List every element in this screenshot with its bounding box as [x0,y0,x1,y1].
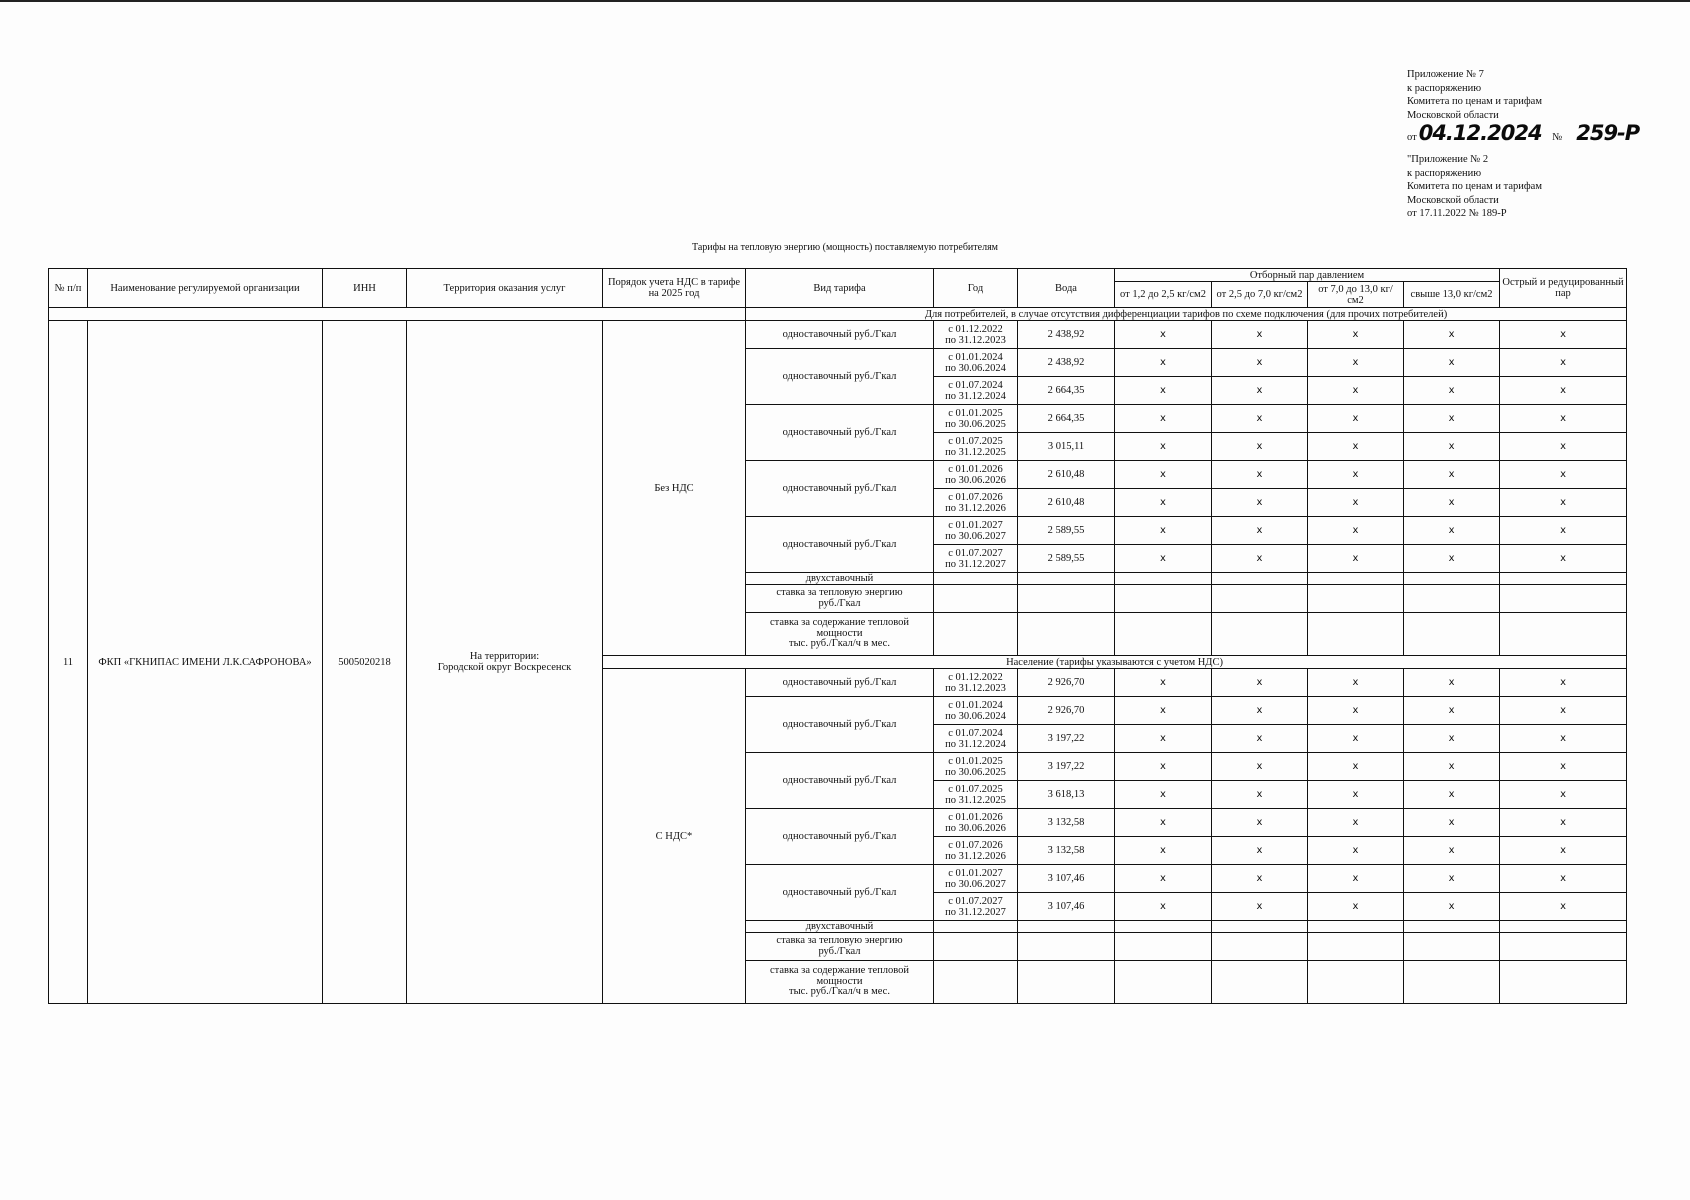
x-mark: x [1212,433,1308,461]
period-to: по 31.12.2024 [945,738,1006,750]
x-mark: x [1115,697,1212,725]
rate-label-line: тыс. руб./Гкал/ч в мес. [789,638,890,650]
tariff-type: одноставочный руб./Гкал [746,809,934,865]
x-mark: x [1115,461,1212,489]
x-mark: x [1404,461,1500,489]
water-value: 2 664,35 [1018,377,1115,405]
water-value: 3 618,13 [1018,781,1115,809]
stamp-date-line [1407,122,1677,144]
period-to: по 30.06.2027 [945,530,1006,542]
x-mark: x [1500,489,1627,517]
x-mark: x [1115,781,1212,809]
x-mark: x [1212,349,1308,377]
x-mark: x [1308,545,1404,573]
water-value: 2 438,92 [1018,321,1115,349]
x-mark: x [1500,321,1627,349]
x-mark: x [1404,489,1500,517]
tariff-type: одноставочный руб./Гкал [746,517,934,573]
period-from: с 01.07.2026 [948,839,1003,851]
x-mark: x [1115,433,1212,461]
water-value: 2 664,35 [1018,405,1115,433]
period [934,893,1018,921]
water-value: 2 610,48 [1018,489,1115,517]
period-from: с 01.07.2026 [948,491,1003,503]
x-mark: x [1308,405,1404,433]
period-to: по 31.12.2025 [945,446,1006,458]
stamp-line: от 17.11.2022 № 189-Р [1407,208,1507,219]
x-mark: x [1308,893,1404,921]
x-mark: x [1212,321,1308,349]
vat-mode: Без НДС [603,321,746,656]
page-top-edge [0,0,1690,2]
x-mark: x [1308,865,1404,893]
two-part-label: двухставочный [746,921,934,933]
header-vat: Порядок учета НДС в тарифе на 2025 год [603,269,746,308]
rate-label-line: руб./Гкал [818,945,861,957]
x-mark: x [1212,489,1308,517]
header-pressure-3: от 7,0 до 13,0 кг/см2 [1308,282,1404,308]
x-mark: x [1404,545,1500,573]
period-to: по 31.12.2026 [945,502,1006,514]
x-mark: x [1212,697,1308,725]
x-mark: x [1308,489,1404,517]
org-number: 11 [49,321,88,1004]
period-from: с 01.07.2025 [948,435,1003,447]
header-pressure-1: от 1,2 до 2,5 кг/см2 [1115,282,1212,308]
period [934,669,1018,697]
water-value: 2 926,70 [1018,669,1115,697]
tariff-type: одноставочный руб./Гкал [746,697,934,753]
tariff-type: одноставочный руб./Гкал [746,349,934,405]
period [934,517,1018,545]
x-mark: x [1115,725,1212,753]
period-to: по 30.06.2025 [945,418,1006,430]
stamp-line: к распоряжению [1407,82,1482,94]
water-value: 2 610,48 [1018,461,1115,489]
x-mark: x [1308,349,1404,377]
period-to: по 30.06.2025 [945,766,1006,778]
section-note: Население (тарифы указываются с учетом НДС) [603,656,1627,669]
tariff-type: одноставочный руб./Гкал [746,321,934,349]
x-mark: x [1308,697,1404,725]
handwritten-number: 259-Р [1576,121,1640,145]
approval-stamp [1407,68,1677,221]
period-from: с 01.01.2024 [948,351,1003,363]
stamp-line: Приложение № 7 [1407,69,1484,80]
x-mark: x [1404,753,1500,781]
x-mark: x [1212,669,1308,697]
x-mark: x [1404,837,1500,865]
tariff-type: одноставочный руб./Гкал [746,669,934,697]
period-to: по 30.06.2026 [945,474,1006,486]
x-mark: x [1500,809,1627,837]
header-territory: Территория оказания услуг [407,269,603,308]
period [934,809,1018,837]
period-to: по 30.06.2024 [945,710,1006,722]
x-mark: x [1308,837,1404,865]
period-from: с 01.01.2025 [948,407,1003,419]
header-sharp-steam: Острый и редуцированный пар [1500,269,1627,308]
note-spacer [49,308,746,321]
x-mark: x [1212,837,1308,865]
x-mark: x [1212,893,1308,921]
period-to: по 31.12.2027 [945,558,1006,570]
water-value: 2 438,92 [1018,349,1115,377]
x-mark: x [1500,725,1627,753]
x-mark: x [1212,781,1308,809]
table-row [49,321,1627,349]
x-mark: x [1404,725,1500,753]
period-to: по 31.12.2025 [945,794,1006,806]
period-to: по 31.12.2023 [945,682,1006,694]
period [934,405,1018,433]
period-from: с 01.01.2026 [948,463,1003,475]
rate-label-line: ставка за тепловую энергию [776,587,903,598]
x-mark: x [1308,753,1404,781]
x-mark: x [1308,781,1404,809]
period-to: по 31.12.2027 [945,906,1006,918]
rate-energy-label [746,933,934,961]
x-mark: x [1115,809,1212,837]
x-mark: x [1308,809,1404,837]
header-pressure-2: от 2,5 до 7,0 кг/см2 [1212,282,1308,308]
rate-capacity-label [746,613,934,656]
header-inn: ИНН [323,269,407,308]
water-value: 3 132,58 [1018,809,1115,837]
x-mark: x [1500,893,1627,921]
stamp-from-prefix: от [1407,132,1417,143]
vat-mode: С НДС* [603,669,746,1004]
rate-label-line: мощности [816,627,863,639]
document-title: Тарифы на тепловую энергию (мощность) поставляемую потребителям [691,242,998,253]
x-mark: x [1115,669,1212,697]
tariff-table [48,268,1627,1004]
rate-label-line: ставка за содержание тепловой [769,617,910,629]
period-from: с 01.07.2024 [948,379,1003,391]
x-mark: x [1212,865,1308,893]
header-pressure-4: свыше 13,0 кг/см2 [1404,282,1500,308]
period [934,781,1018,809]
x-mark: x [1500,753,1627,781]
rate-energy-label [746,585,934,613]
x-mark: x [1115,321,1212,349]
period-from: с 01.07.2027 [948,547,1003,559]
x-mark: x [1115,489,1212,517]
period [934,725,1018,753]
period-from: с 01.01.2026 [948,811,1003,823]
water-value: 3 107,46 [1018,893,1115,921]
rate-label-line: тыс. руб./Гкал/ч в мес. [789,986,890,998]
x-mark: x [1404,405,1500,433]
x-mark: x [1500,837,1627,865]
x-mark: x [1115,893,1212,921]
x-mark: x [1404,781,1500,809]
period-from: с 01.01.2025 [948,755,1003,767]
period [934,697,1018,725]
territory-line: На территории: [469,651,540,662]
x-mark: x [1308,377,1404,405]
tariff-type: одноставочный руб./Гкал [746,865,934,921]
period [934,461,1018,489]
period-to: по 30.06.2027 [945,878,1006,890]
x-mark: x [1500,545,1627,573]
header-year: Год [934,269,1018,308]
x-mark: x [1212,405,1308,433]
period [934,433,1018,461]
period-to: по 30.06.2026 [945,822,1006,834]
tariff-type: одноставочный руб./Гкал [746,461,934,517]
tariff-type: одноставочный руб./Гкал [746,405,934,461]
period-to: по 31.12.2024 [945,390,1006,402]
x-mark: x [1500,517,1627,545]
water-value: 2 926,70 [1018,697,1115,725]
period-from: с 01.01.2027 [948,519,1003,531]
x-mark: x [1404,697,1500,725]
x-mark: x [1404,349,1500,377]
x-mark: x [1500,433,1627,461]
period-to: по 30.06.2024 [945,362,1006,374]
water-value: 3 197,22 [1018,753,1115,781]
x-mark: x [1308,669,1404,697]
rate-capacity-label [746,961,934,1004]
org-inn: 5005020218 [323,321,407,1004]
x-mark: x [1500,669,1627,697]
stamp-line: к распоряжению [1407,167,1482,179]
period-from: с 01.12.2022 [948,671,1003,683]
x-mark: x [1115,405,1212,433]
x-mark: x [1404,321,1500,349]
x-mark: x [1404,865,1500,893]
x-mark: x [1308,433,1404,461]
two-part-label: двухставочный [746,573,934,585]
x-mark: x [1212,461,1308,489]
x-mark: x [1308,321,1404,349]
period [934,865,1018,893]
water-value: 3 132,58 [1018,837,1115,865]
x-mark: x [1404,669,1500,697]
x-mark: x [1500,781,1627,809]
x-mark: x [1212,753,1308,781]
x-mark: x [1500,865,1627,893]
period-from: с 01.07.2024 [948,727,1003,739]
period [934,321,1018,349]
stamp-line: Московской области [1407,194,1499,206]
period-from: с 01.12.2022 [948,323,1003,335]
org-name: ФКП «ГКНИПАС ИМЕНИ Л.К.САФРОНОВА» [88,321,323,1004]
rate-label-line: ставка за тепловую энергию [776,935,903,946]
rate-label-line: руб./Гкал [818,597,861,609]
rate-label-line: мощности [816,975,863,987]
x-mark: x [1308,461,1404,489]
x-mark: x [1115,349,1212,377]
water-value: 2 589,55 [1018,545,1115,573]
period [934,837,1018,865]
period [934,489,1018,517]
period-to: по 31.12.2023 [945,334,1006,346]
x-mark: x [1115,837,1212,865]
x-mark: x [1115,377,1212,405]
period-from: с 01.01.2027 [948,867,1003,879]
water-value: 3 015,11 [1018,433,1115,461]
stamp-line: Комитета по ценам и тарифам [1407,96,1542,107]
tariff-type: одноставочный руб./Гкал [746,753,934,809]
x-mark: x [1404,433,1500,461]
period [934,545,1018,573]
period-to: по 31.12.2026 [945,850,1006,862]
x-mark: x [1212,545,1308,573]
header-tariff-type: Вид тарифа [746,269,934,308]
x-mark: x [1212,517,1308,545]
period-from: с 01.07.2027 [948,895,1003,907]
header-water: Вода [1018,269,1115,308]
x-mark: x [1212,377,1308,405]
org-territory [407,321,603,1004]
x-mark: x [1115,517,1212,545]
header-org: Наименование регулируемой организации [88,269,323,308]
x-mark: x [1308,517,1404,545]
period [934,753,1018,781]
period [934,377,1018,405]
period-from: с 01.01.2024 [948,699,1003,711]
stamp-line: "Приложение № 2 [1407,154,1489,165]
x-mark: x [1404,893,1500,921]
x-mark: x [1212,809,1308,837]
x-mark: x [1212,725,1308,753]
section-note: Для потребителей, в случае отсутствия дифференциации тарифов по схеме подключения (для прочих потребителей) [746,308,1627,321]
water-value: 3 197,22 [1018,725,1115,753]
handwritten-date: 04.12.2024 [1418,121,1542,145]
x-mark: x [1500,697,1627,725]
x-mark: x [1115,865,1212,893]
x-mark: x [1404,377,1500,405]
x-mark: x [1500,377,1627,405]
x-mark: x [1115,753,1212,781]
x-mark: x [1500,349,1627,377]
stamp-line: Московской области [1407,109,1499,121]
x-mark: x [1308,725,1404,753]
x-mark: x [1500,405,1627,433]
period [934,349,1018,377]
header-steam-group: Отборный пар давлением [1115,269,1500,282]
stamp-no-sign: № [1552,132,1563,143]
period-from: с 01.07.2025 [948,783,1003,795]
x-mark: x [1500,461,1627,489]
header-num: № п/п [49,269,88,308]
x-mark: x [1404,809,1500,837]
water-value: 3 107,46 [1018,865,1115,893]
territory-line: Городской округ Воскресенск [437,662,572,673]
stamp-line: Комитета по ценам и тарифам [1407,181,1542,192]
water-value: 2 589,55 [1018,517,1115,545]
rate-label-line: ставка за содержание тепловой [769,965,910,977]
x-mark: x [1404,517,1500,545]
x-mark: x [1115,545,1212,573]
